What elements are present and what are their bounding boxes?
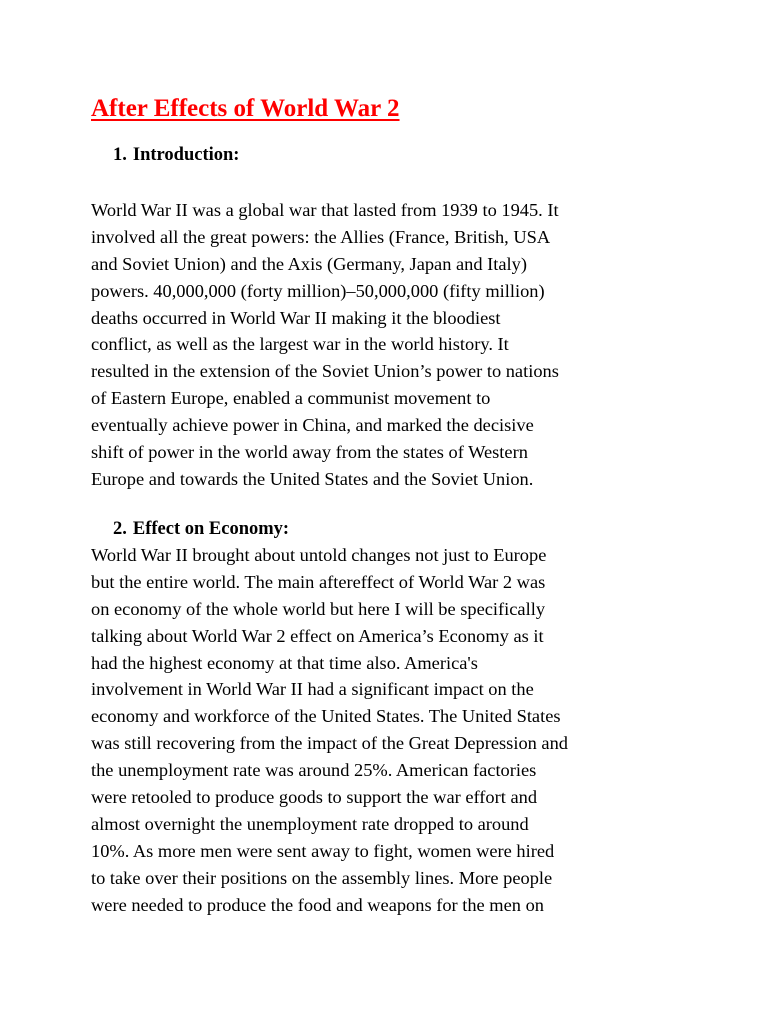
text-line: involvement in World War II had a significant impact on the xyxy=(91,679,534,700)
text-line: almost overnight the unemployment rate dropped to around xyxy=(91,813,529,834)
text-line: involved all the great powers: the Allies (France, British, USA xyxy=(91,226,551,247)
text-line: World War II brought about untold changes not just to Europe xyxy=(91,545,547,565)
text-line: shift of power in the world away from the states of Western xyxy=(91,442,528,463)
text-line: were retooled to produce goods to support the war effort and xyxy=(91,787,538,808)
text-line: were needed to produce the food and weapons for the men on xyxy=(91,894,544,915)
text-line: deaths occurred in World War II making it the bloodiest xyxy=(91,307,501,328)
text-line: to take over their positions on the assembly lines. More people xyxy=(91,867,553,888)
text-line: Europe and towards the United States and the Soviet Union. xyxy=(91,468,534,489)
text-line: and Soviet Union) and the Axis (Germany, Japan and Italy) xyxy=(91,253,527,274)
text-line: on economy of the whole world but here I will be specifically xyxy=(91,598,546,619)
text-line: resulted in the extension of the Soviet Union’s power to nations xyxy=(91,361,559,382)
text-line: 10%. As more men were sent away to fight, women were hired xyxy=(91,840,555,861)
text-line: but the entire world. The main aftereffect of World War 2 was xyxy=(91,571,546,592)
text-line: powers. 40,000,000 (forty million)–50,000,000 (fifty million) xyxy=(91,280,545,301)
text-line: economy and workforce of the United States. The United States xyxy=(91,706,561,727)
text-line: was still recovering from the impact of the Great Depression and xyxy=(91,733,568,754)
section-heading-text: Introduction: xyxy=(132,145,240,165)
section-number: 1. xyxy=(113,145,127,165)
text-line: conflict, as well as the largest war in the world history. It xyxy=(91,334,509,355)
document-title: After Effects of World War 2 xyxy=(91,95,400,122)
text-line: talking about World War 2 effect on America’s Economy as it xyxy=(91,625,544,646)
introduction-paragraph xyxy=(91,197,691,493)
section-heading-text: Effect on Economy: xyxy=(132,519,290,539)
text-line: of Eastern Europe, enabled a communist movement to xyxy=(91,388,491,409)
section-heading-economy xyxy=(113,516,289,542)
text-line: had the highest economy at that time also. America's xyxy=(91,652,478,673)
section-number: 2. xyxy=(113,519,127,539)
text-line: World War II was a global war that lasted from 1939 to 1945. It xyxy=(91,200,559,220)
text-line: the unemployment rate was around 25%. American factories xyxy=(91,760,537,781)
economy-paragraph xyxy=(91,542,691,918)
section-heading-introduction xyxy=(113,142,239,168)
text-line: eventually achieve power in China, and marked the decisive xyxy=(91,415,534,436)
